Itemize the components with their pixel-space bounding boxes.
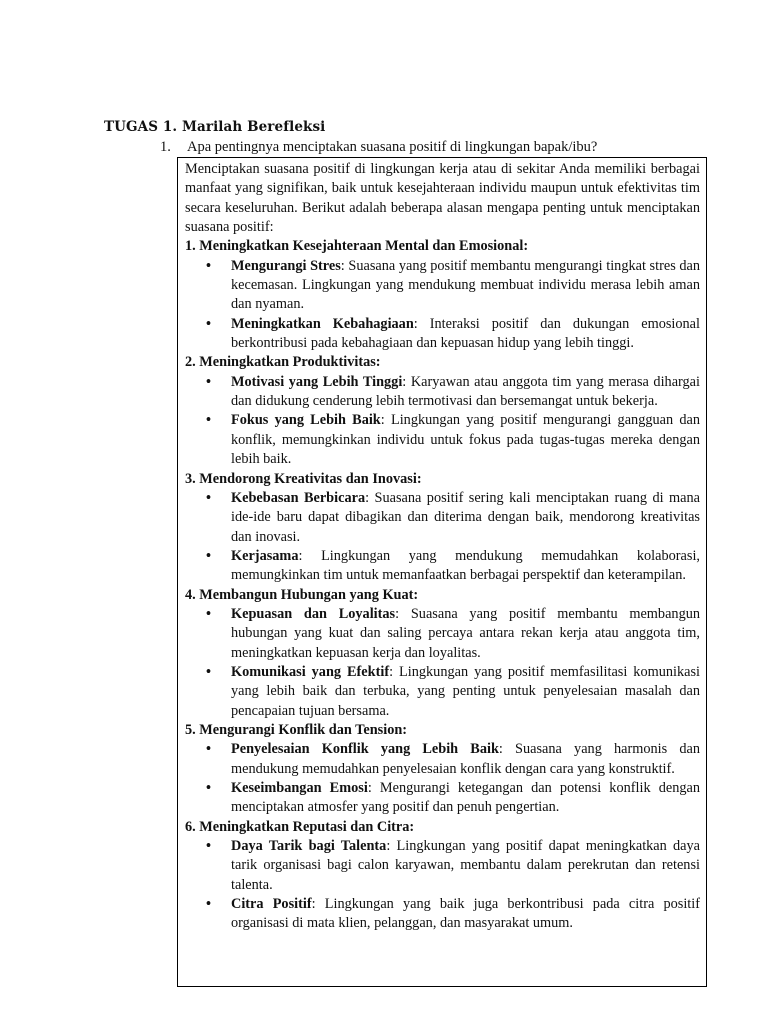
item-description: Lingkungan yang baik juga berkontribusi pada citra positif organisasi di mata klien, pelanggan, dan masyarakat umum. [231, 896, 700, 932]
item-description: Suasana positif sering kali menciptakan ruang di mana ide-ide baru dapat dibagikan dan diterima dengan baik, mendorong kreativitas dan inovasi. [231, 489, 700, 545]
section-heading: 1. Meningkatkan Kesejahteraan Mental dan Emosional: [185, 238, 529, 255]
item-term: Citra Positif [231, 896, 312, 913]
list-item: • Citra Positif: Lingkungan yang baik juga berkontribusi pada citra positif organisasi di mata klien, pelanggan, dan masyarakat umum. [206, 896, 700, 932]
bullet-list [185, 740, 700, 817]
item-term: Keseimbangan Emosi [231, 780, 368, 796]
item-term: Fokus yang Lebih Baik [231, 412, 381, 429]
answer-box [177, 157, 707, 987]
bullet-icon: • [206, 489, 212, 506]
bullet-icon: • [206, 838, 212, 855]
list-item: • Motivasi yang Lebih Tinggi: Karyawan atau anggota tim yang merasa dihargai dan didukung cenderung lebih termotivasi dan bersemangat untuk bekerja. [206, 373, 701, 410]
list-item: • Kepuasan dan Loyalitas: Suasana yang positif membantu membangun hubungan yang kuat dan saling percaya antara rekan kerja atau anggota tim, meningkatkan kepuasan kerja dan loyalitas. [206, 605, 701, 661]
list-item: • Fokus yang Lebih Baik: Lingkungan yang positif mengurangi gangguan dan konflik, memungkinkan individu untuk fokus pada tugas-tugas mereka dengan lebih baik. [206, 412, 700, 468]
item-description: Lingkungan yang mendukung memudahkan kolaborasi, memungkinkan tim untuk memanfaatkan berbagai perspektif dan keterampilan. [231, 547, 700, 584]
list-item: • Kerjasama: Lingkungan yang mendukung memudahkan kolaborasi, memungkinkan tim untuk memanfaatkan berbagai perspektif dan keterampilan. [206, 547, 700, 584]
item-description: Karyawan atau anggota tim yang merasa dihargai dan didukung cenderung lebih termotivasi dan bersemangat untuk bekerja. [231, 373, 701, 410]
bullet-list [185, 489, 700, 586]
answer-intro: Menciptakan suasana positif di lingkungan kerja atau di sekitar Anda memiliki berbagai manfaat yang signifikan, baik untuk kesejahteraan individu maupun untuk efektivitas tim secara keseluruhan. Berikut adalah beberapa alasan mengapa penting untuk menciptakan suasana positif: [185, 161, 700, 236]
bullet-list [185, 373, 700, 470]
section-heading: 3. Mendorong Kreativitas dan Inovasi: [185, 470, 422, 487]
item-description: Mengurangi ketegangan dan potensi konflik dengan menciptakan atmosfer yang positif dan penuh pengertian. [231, 780, 701, 816]
item-description: Suasana yang positif membantu mengurangi tingkat stres dan kecemasan. Lingkungan yang mendukung membuat individu merasa lebih aman dan nyaman. [231, 257, 701, 313]
item-term: Penyelesaian Konflik yang Lebih Baik [231, 741, 499, 758]
bullet-icon: • [206, 605, 212, 622]
list-item: • Keseimbangan Emosi: Mengurangi ketegangan dan potensi konflik dengan menciptakan atmosfer yang positif dan penuh pengertian. [206, 780, 701, 816]
section-heading: 5. Mengurangi Konflik dan Tension: [185, 721, 408, 738]
item-term: Motivasi yang Lebih Tinggi [231, 373, 403, 390]
list-item: • Penyelesaian Konflik yang Lebih Baik: Suasana yang harmonis dan mendukung memudahkan penyelesaian konflik dengan cara yang konstruktif. [206, 741, 701, 777]
item-term: Daya Tarik bagi Talenta [231, 838, 387, 855]
item-term: Mengurangi Stres [231, 257, 341, 274]
item-term: Kepuasan dan Loyalitas [231, 605, 396, 622]
bullet-icon: • [206, 896, 212, 913]
assignment-heading: TUGAS 1. Marilah Berefleksi [104, 119, 326, 135]
answer-sections [185, 237, 700, 933]
bullet-icon: • [206, 412, 212, 429]
item-description: Suasana yang harmonis dan mendukung memudahkan penyelesaian konflik dengan cara yang konstruktif. [231, 741, 701, 777]
section-heading: 2. Meningkatkan Produktivitas: [185, 354, 381, 371]
item-term: Kerjasama [231, 547, 299, 564]
section-heading: 6. Meningkatkan Reputasi dan Citra: [185, 818, 415, 835]
bullet-icon: • [206, 315, 212, 332]
item-term: Komunikasi yang Efektif [231, 663, 390, 680]
item-description: Lingkungan yang positif mengurangi gangguan dan konflik, memungkinkan individu untuk fokus pada tugas-tugas mereka dengan lebih baik. [231, 412, 700, 468]
bullet-icon: • [206, 373, 212, 390]
bullet-list [185, 837, 700, 934]
bullet-list [185, 605, 700, 721]
question-number: 1. [160, 139, 171, 155]
question-row [160, 139, 597, 156]
item-description: Interaksi positif dan dukungan emosional berkontribusi pada kebahagiaan dan kepuasan hidup yang lebih tinggi. [231, 315, 700, 352]
list-item: • Daya Tarik bagi Talenta: Lingkungan yang positif dapat meningkatkan daya tarik organisasi bagi calon karyawan, membantu dalam perekrutan dan retensi talenta. [206, 838, 701, 893]
bullet-icon: • [206, 257, 212, 274]
item-description: Suasana yang positif membantu membangun hubungan yang kuat dan saling percaya antara rekan kerja atau anggota tim, meningkatkan kepuasan kerja dan loyalitas. [231, 605, 701, 661]
section-heading: 4. Membangun Hubungan yang Kuat: [185, 586, 419, 603]
bullet-icon: • [206, 663, 212, 680]
bullet-icon: • [206, 741, 212, 758]
bullet-icon: • [206, 780, 212, 796]
question-text: Apa pentingnya menciptakan suasana positif di lingkungan bapak/ibu? [187, 139, 598, 155]
bullet-list [185, 257, 700, 354]
list-item: • Kebebasan Berbicara: Suasana positif sering kali menciptakan ruang di mana ide-ide baru dapat dibagikan dan diterima dengan baik, mendorong kreativitas dan inovasi. [206, 489, 700, 545]
list-item: • Mengurangi Stres: Suasana yang positif membantu mengurangi tingkat stres dan kecemasan. Lingkungan yang mendukung membuat individu merasa lebih aman dan nyaman. [206, 257, 701, 313]
bullet-icon: • [206, 547, 212, 564]
item-term: Meningkatkan Kebahagiaan [231, 315, 414, 332]
item-term: Kebebasan Berbicara [231, 489, 366, 506]
list-item: • Komunikasi yang Efektif: Lingkungan yang positif memfasilitasi komunikasi yang lebih baik dan terbuka, yang penting untuk penyelesaian masalah dan pencapaian tujuan bersama. [206, 663, 701, 719]
list-item: • Meningkatkan Kebahagiaan: Interaksi positif dan dukungan emosional berkontribusi pada kebahagiaan dan kepuasan hidup yang lebih tinggi. [206, 315, 700, 352]
item-description: Lingkungan yang positif dapat meningkatkan daya tarik organisasi bagi calon karyawan, membantu dalam perekrutan dan retensi talenta. [231, 838, 701, 893]
item-description: Lingkungan yang positif memfasilitasi komunikasi yang lebih baik dan terbuka, yang penting untuk penyelesaian masalah dan pencapaian tujuan bersama. [231, 663, 701, 719]
